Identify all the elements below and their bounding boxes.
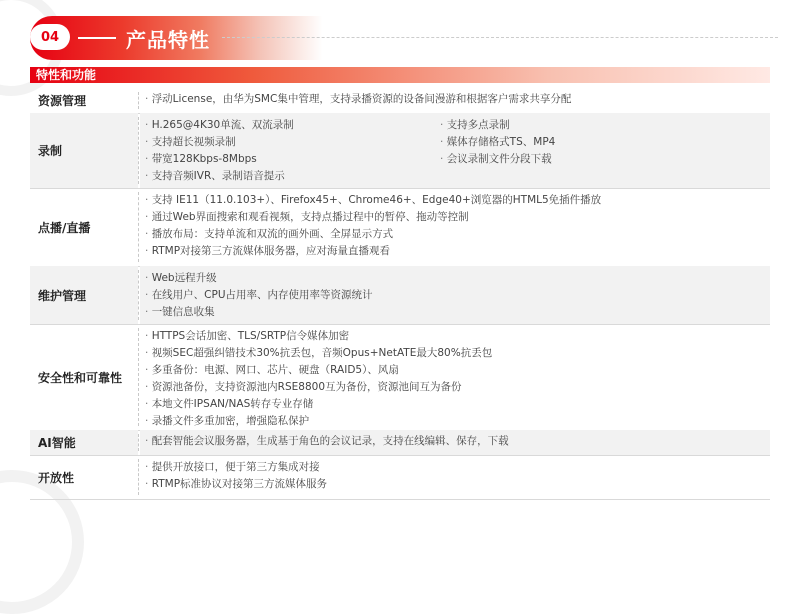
row-content <box>140 455 770 499</box>
column-separator <box>138 459 139 495</box>
page-title: 产品特性 <box>126 28 210 52</box>
content-column-left <box>145 117 294 185</box>
table-row <box>30 324 770 431</box>
list-item: · 一键信息收集 <box>145 304 373 321</box>
list-item: · 支持音频IVR、录制语音提示 <box>145 168 294 185</box>
list-item: · 浮动License，由华为SMC集中管理，支持录播资源的设备间漫游和根据客户需求共享分配 <box>145 91 571 108</box>
section-number-badge: 04 <box>30 24 70 50</box>
list-item: · 播放布局：支持单流和双流的画外画、全屏显示方式 <box>145 226 601 243</box>
list-item: · 带宽128Kbps-8Mbps <box>145 151 294 168</box>
table-row <box>30 88 770 114</box>
list-item: · 本地文件IPSAN/NAS转存专业存储 <box>145 396 492 413</box>
list-item: · 配套智能会议服务器，生成基于角色的会议记录，支持在线编辑、保存，下载 <box>145 433 509 450</box>
header-dashed-rule <box>222 37 778 38</box>
list-item: · RTMP对接第三方流媒体服务器，应对海量直播观看 <box>145 243 601 260</box>
column-separator <box>138 117 139 184</box>
row-label: 点播/直播 <box>38 220 91 235</box>
row-label: 安全性和可靠性 <box>38 370 123 385</box>
row-content <box>140 188 770 266</box>
row-label: 开放性 <box>38 470 75 485</box>
table-row <box>30 430 770 456</box>
list-item: · 支持 IE11（11.0.103+）、Firefox45+、Chrome46+、Edge40+浏览器的HTML5免插件播放 <box>145 192 601 209</box>
row-label: 资源管理 <box>38 94 87 108</box>
table-row <box>30 113 770 189</box>
content-column-right <box>440 117 555 168</box>
list-item: · 视频SEC超强纠错技术30%抗丢包，音频Opus+NetATE最大80%抗丢包 <box>145 345 492 362</box>
content-column-left <box>145 192 601 260</box>
list-item: · 在线用户、CPU占用率、内存使用率等资源统计 <box>145 287 373 304</box>
column-separator <box>138 270 139 320</box>
section-label: 特性和功能 <box>36 68 97 82</box>
row-label: AI智能 <box>30 430 138 455</box>
list-item: · 多重备份：电源、网口、芯片、硬盘（RAID5）、风扇 <box>145 362 492 379</box>
list-item: · H.265@4K30单流、双流录制 <box>145 117 294 134</box>
list-item: · 支持超长视频录制 <box>145 134 294 151</box>
content-column-left <box>145 270 373 321</box>
row-content <box>140 266 770 324</box>
content-column-left <box>145 433 509 450</box>
column-separator <box>138 328 139 426</box>
row-content <box>140 324 770 430</box>
row-content <box>140 113 770 188</box>
table-row <box>30 455 770 500</box>
list-item: · 提供开放接口，便于第三方集成对接 <box>145 459 327 476</box>
list-item: · HTTPS会话加密、TLS/SRTP信令媒体加密 <box>145 328 492 345</box>
list-item: · 资源池备份，支持资源池内RSE8800互为备份，资源池间互为备份 <box>145 379 492 396</box>
column-separator <box>138 92 139 109</box>
table-row <box>30 188 770 267</box>
list-item: · 支持多点录制 <box>440 117 555 134</box>
header-divider-line <box>78 37 116 39</box>
list-item: · 录播文件多重加密，增强隐私保护 <box>145 413 492 430</box>
content-column-left <box>145 328 492 430</box>
table-row <box>30 266 770 325</box>
list-item: · 媒体存储格式TS、MP4 <box>440 134 555 151</box>
row-label: 维护管理 <box>30 266 138 324</box>
list-item: · 通过Web界面搜索和观看视频，支持点播过程中的暂停、拖动等控制 <box>145 209 601 226</box>
row-content <box>140 430 770 455</box>
content-column-left <box>145 459 327 493</box>
list-item: · Web远程升级 <box>145 270 373 287</box>
column-separator <box>138 434 139 451</box>
row-label: 录制 <box>30 113 138 188</box>
row-content <box>140 88 770 113</box>
column-separator <box>138 192 139 262</box>
section-bar <box>30 67 770 83</box>
list-item: · RTMP标准协议对接第三方流媒体服务 <box>145 476 327 493</box>
content-column-left <box>145 91 571 108</box>
list-item: · 会议录制文件分段下载 <box>440 151 555 168</box>
